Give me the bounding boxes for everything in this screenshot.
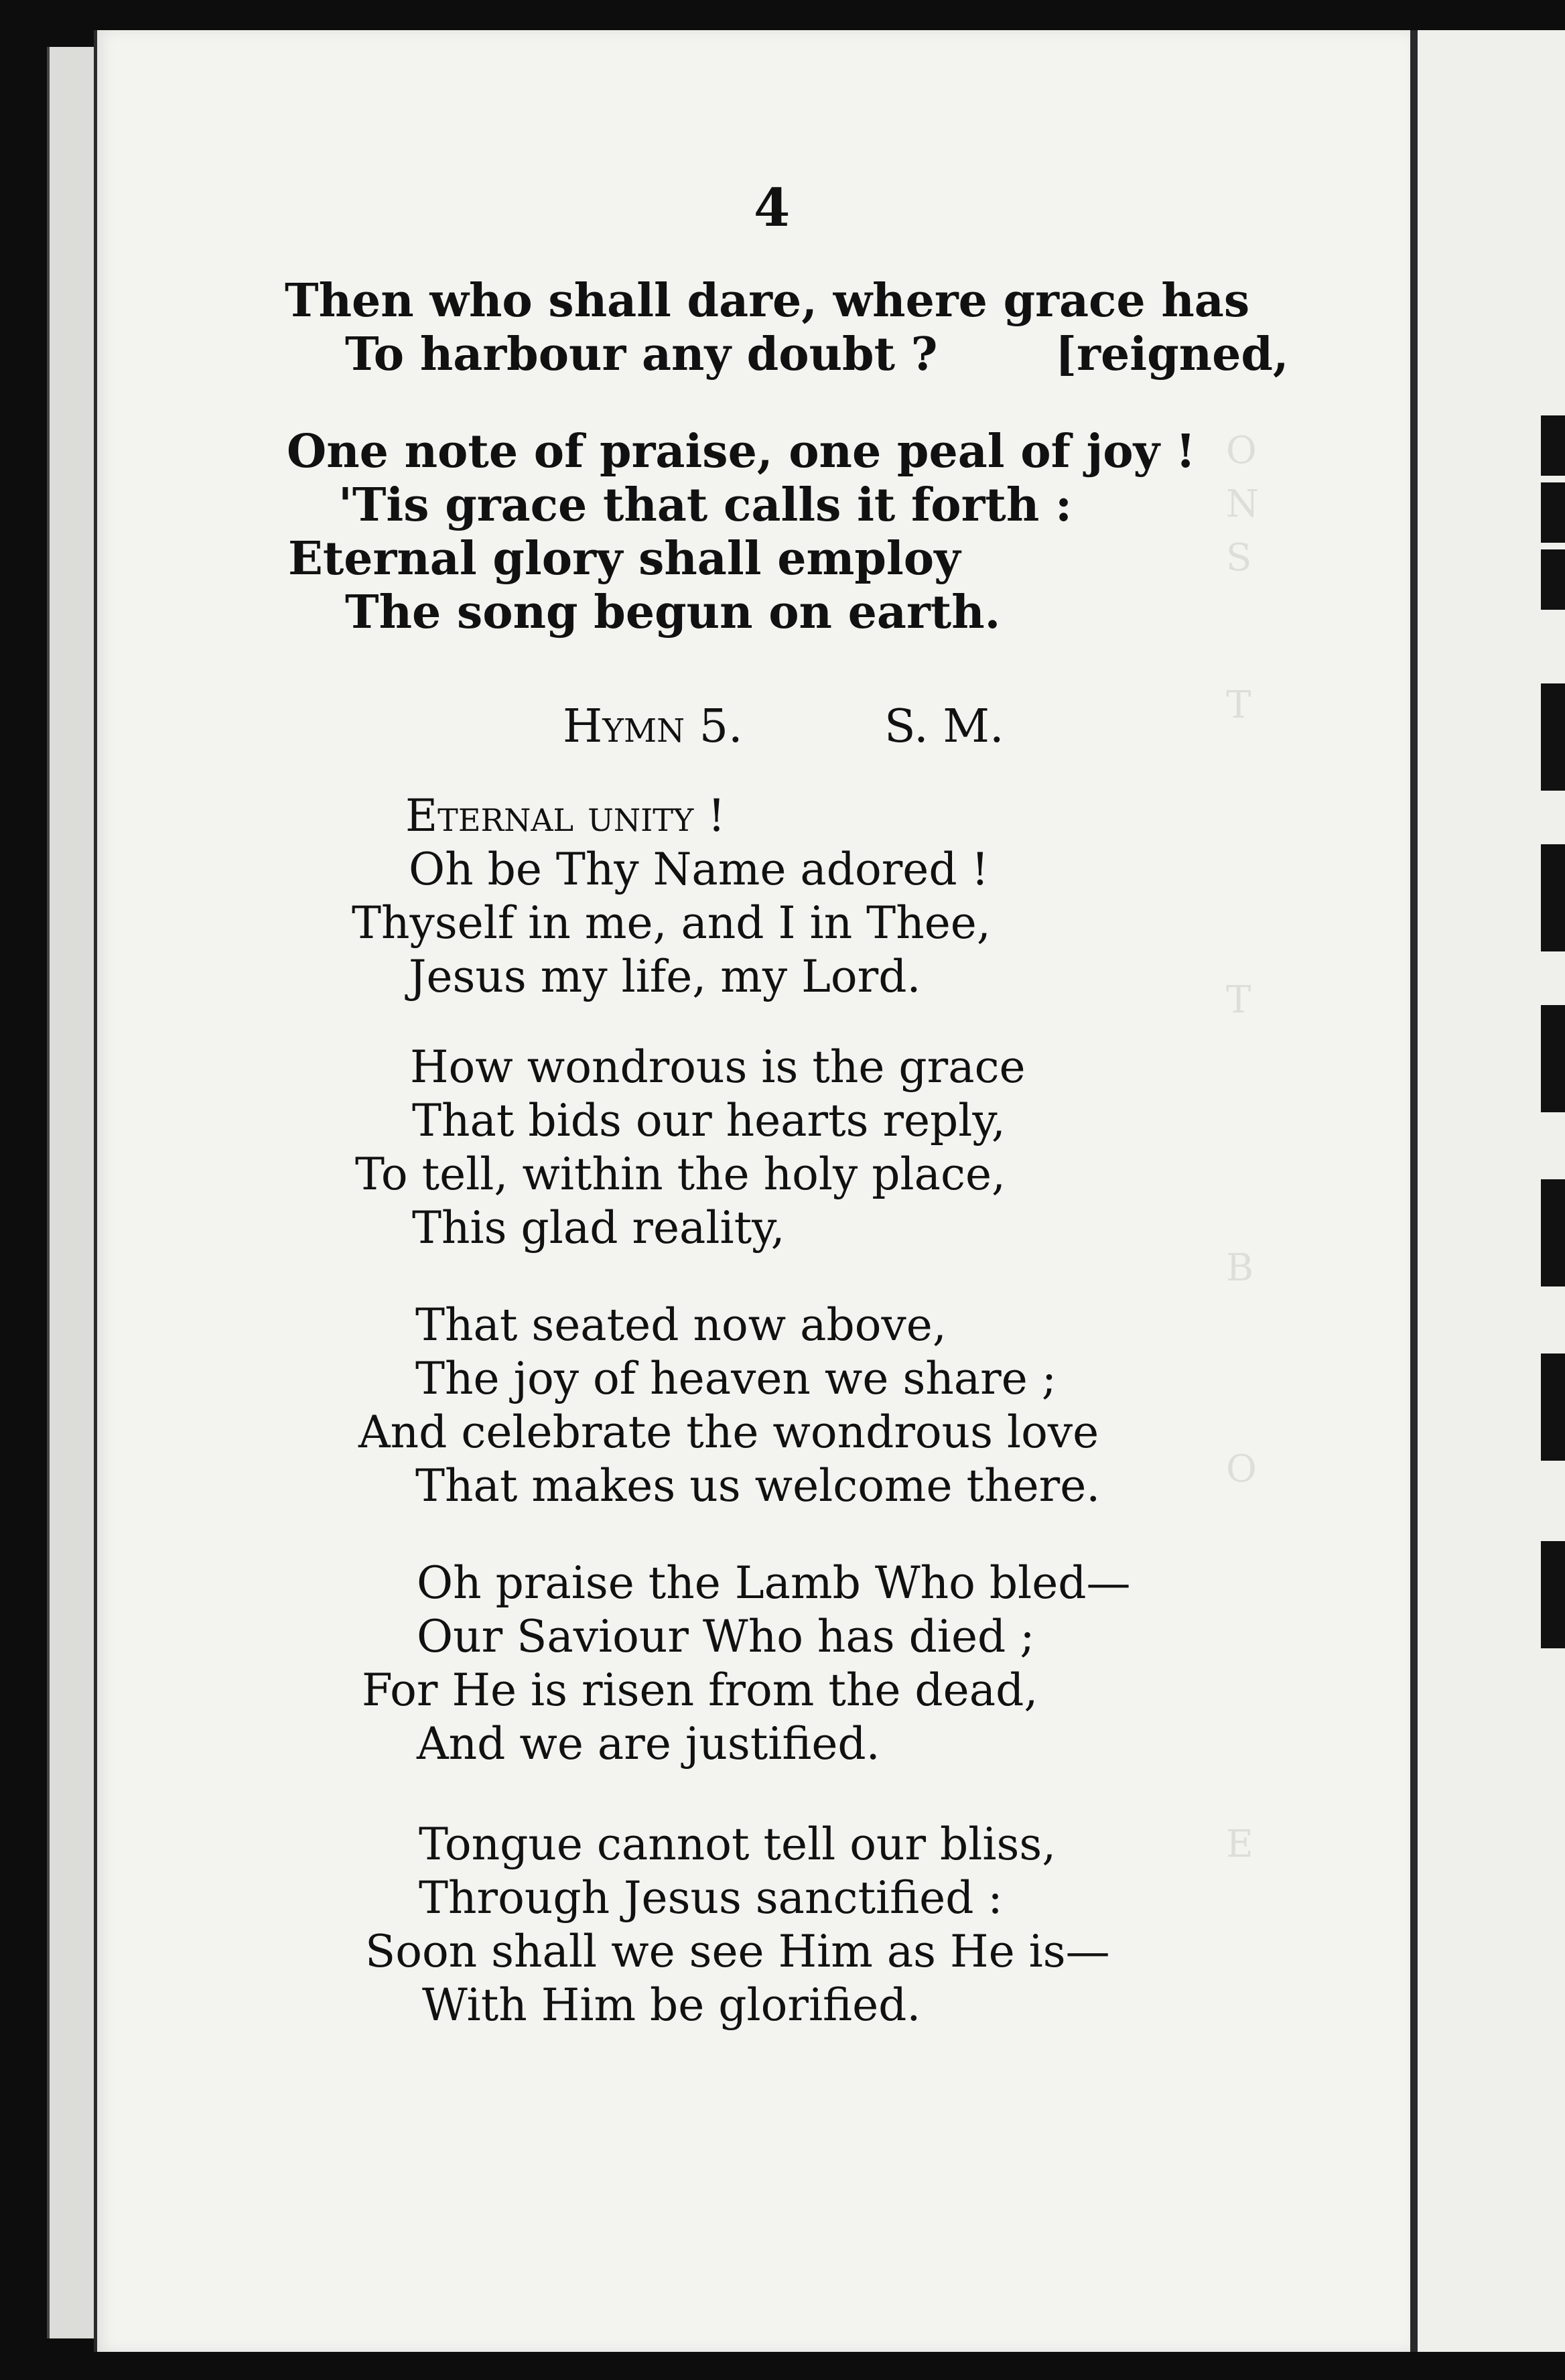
facing-page-letter [1541,482,1565,543]
verse-line: That seated now above, [415,1299,947,1351]
facing-page-letter [1541,683,1565,791]
verse-line: Soon shall we see Him as He is— [365,1926,1110,1977]
facing-page-letter [1541,1541,1565,1648]
verse-line: Through Jesus sanctified : [419,1872,1003,1924]
verse-line: And we are justified. [417,1718,880,1770]
verse-line: Thyself in me, and I in Thee, [352,897,991,949]
verse-line: Eternal unity ! [405,790,726,842]
facing-page-letter [1541,1005,1565,1112]
verse-line: And celebrate the wondrous love [358,1406,1099,1458]
verse-line: The song begun on earth. [345,586,1001,639]
facing-page-letter [1541,844,1565,951]
verse-line: For He is risen from the dead, [362,1664,1038,1716]
verse-line: That makes us welcome there. [415,1460,1101,1512]
verse-line: How wondrous is the grace [410,1041,1026,1093]
show-through-text: E [1226,1823,1253,1866]
verse-line: Our Saviour Who has died ; [417,1611,1035,1662]
show-through-text: T [1226,683,1251,727]
verse-line: Tongue cannot tell our bliss, [419,1819,1057,1870]
verse-line: Oh be Thy Name adored ! [409,844,990,895]
verse-line: With Him be glorified. [422,1979,921,2031]
hymn-meter: S. M. [884,700,1004,753]
show-through-text: B [1226,1246,1254,1290]
verse-line: Then who shall dare, where grace has [285,274,1250,328]
verse-line: This glad reality, [412,1202,785,1254]
verse-line: To harbour any doubt ? [345,328,938,381]
verse-line: [reigned, [1055,328,1289,381]
facing-page-letter [1541,415,1565,476]
verse-line: The joy of heaven we share ; [415,1353,1057,1404]
verse-line: Jesus my life, my Lord. [409,951,921,1002]
verse-line: To tell, within the holy place, [355,1148,1006,1200]
facing-page-letter [1541,1179,1565,1286]
verse-line: Oh praise the Lamb Who bled— [417,1557,1131,1609]
facing-page-letter [1541,549,1565,610]
verse-line: That bids our hearts reply, [412,1095,1006,1146]
verse-line: Eternal glory shall employ [288,532,961,586]
verse-line: 'Tis grace that calls it forth : [338,478,1073,532]
show-through-text: T [1226,978,1251,1022]
hymn-title: Hymn 5. [563,700,743,753]
show-through-text: S [1226,536,1252,580]
page-number: 4 [754,178,791,239]
show-through-text: N [1226,482,1259,526]
facing-page-letter [1541,1353,1565,1461]
show-through-text: O [1226,1447,1257,1491]
show-through-text: O [1226,429,1257,472]
verse-line: One note of praise, one peal of joy ! [287,425,1196,478]
